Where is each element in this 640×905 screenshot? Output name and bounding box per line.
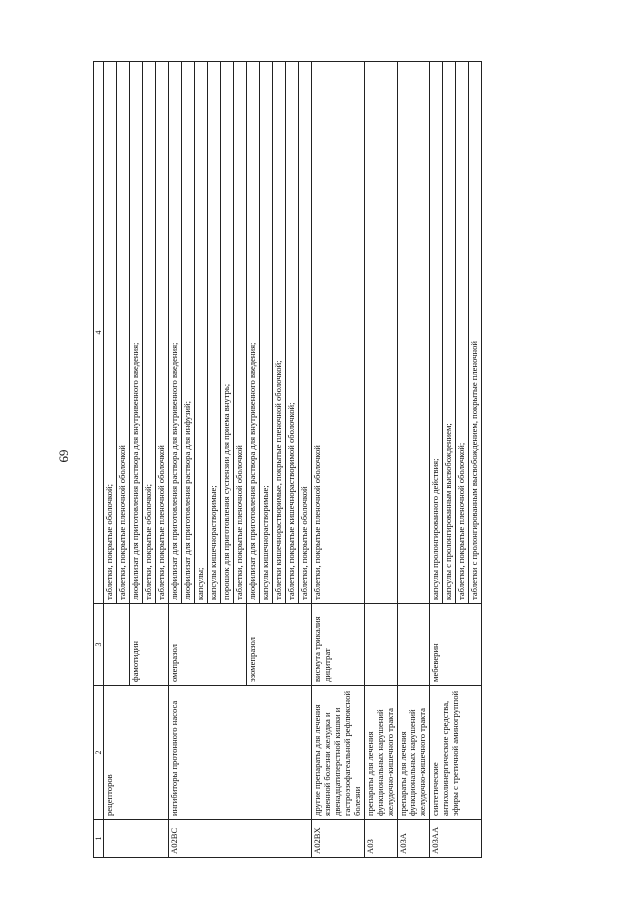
header-cell: 4 xyxy=(94,62,104,604)
dosage-form: таблетки, покрытые оболочкой xyxy=(298,486,309,600)
group-name-cell: рецепторов xyxy=(104,686,169,820)
dosage-form: таблетки, покрытые кишечнорастворимой оболочкой; xyxy=(286,62,299,603)
dosage-form xyxy=(365,62,377,603)
dosage-forms-cell xyxy=(246,62,311,604)
dosage-form xyxy=(398,62,410,603)
group-name-cell: препараты для лечения функциональных нарушений желудочно-кишечного тракта xyxy=(364,686,397,820)
header-cell: 2 xyxy=(94,686,104,820)
dosage-form: капсулы; xyxy=(195,62,208,603)
dosage-form: таблетки, покрытые оболочкой; xyxy=(143,62,156,603)
dosage-form: капсулы с пролонгированным высвобождением; xyxy=(443,62,456,603)
dosage-form: капсулы кишечнорастворимые; xyxy=(208,62,221,603)
drug-name-cell: эзомепразол xyxy=(246,604,311,686)
atc-code-cell: A02BC xyxy=(169,820,312,858)
drug-name-cell: омепразол xyxy=(169,604,247,686)
dosage-form: таблетки, покрытые пленочной оболочкой xyxy=(233,445,244,600)
rotated-table-container xyxy=(93,62,534,858)
dosage-form: лиофилизат для приготовления раствора для внутривенного введения; xyxy=(169,62,182,603)
atc-code-cell: A03A xyxy=(397,820,430,858)
dosage-forms-cell xyxy=(104,62,130,604)
table-row xyxy=(430,62,482,858)
table-row xyxy=(397,62,430,858)
group-name-cell: препараты для лечения функциональных нарушений желудочно-кишечного тракта xyxy=(397,686,430,820)
dosage-forms-cell xyxy=(311,62,364,604)
dosage-form: таблетки, покрытые пленочной оболочкой xyxy=(311,445,322,600)
dosage-form: таблетки, покрытые оболочкой; xyxy=(104,62,117,603)
dosage-forms-cell xyxy=(130,62,169,604)
header-cell: 1 xyxy=(94,820,104,858)
group-name-cell: синтетические антихолинергические средства, эфиры с третичной аминогруппой xyxy=(430,686,482,820)
dosage-form: таблетки, покрытые пленочной оболочкой xyxy=(156,445,167,600)
dosage-form: таблетки, покрытые пленочной оболочкой; xyxy=(456,62,469,603)
drug-name-cell xyxy=(364,604,397,686)
header-row xyxy=(94,62,104,858)
header-cell: 3 xyxy=(94,604,104,686)
dosage-form: капсулы кишечнорастворимые; xyxy=(260,62,273,603)
dosage-forms-cell xyxy=(364,62,397,604)
drug-name-cell: висмута трикалия дицитрат xyxy=(311,604,364,686)
group-name-cell: другие препараты для лечения язвенной болезни желудка и двенадцатиперстной кишки и гастроэзофагеальной рефлюксной болезни xyxy=(311,686,364,820)
dosage-form: лиофилизат для приготовления раствора для инфузий; xyxy=(182,62,195,603)
page-number: 69 xyxy=(56,449,72,463)
dosage-form: таблетки с пролонгированным высвобождением, покрытые пленочной xyxy=(469,341,480,600)
dosage-forms-cell xyxy=(397,62,430,604)
dosage-forms-cell xyxy=(169,62,247,604)
drug-name-cell: мебеверин xyxy=(430,604,482,686)
atc-code-cell: A03AA xyxy=(430,820,482,858)
drug-name-cell xyxy=(397,604,430,686)
dosage-form: лиофилизат для приготовления раствора для внутривенного введения; xyxy=(247,62,260,603)
table-row xyxy=(169,62,247,858)
drug-name-cell xyxy=(104,604,130,686)
atc-code-cell: A02BX xyxy=(311,820,364,858)
dosage-form: таблетки кишечнорастворимые, покрытые пленочной оболочкой; xyxy=(273,62,286,603)
dosage-form: лиофилизат для приготовления раствора для внутривенного введения; xyxy=(130,62,143,603)
table-row xyxy=(104,62,130,858)
dosage-form: капсулы пролонгированного действия; xyxy=(430,62,443,603)
atc-code-cell xyxy=(104,820,169,858)
group-name-cell: ингибиторы протонного насоса xyxy=(169,686,312,820)
drug-name-cell: фамотидин xyxy=(130,604,169,686)
table-row xyxy=(364,62,397,858)
drug-table xyxy=(93,61,482,858)
table-row xyxy=(311,62,364,858)
atc-code-cell: A03 xyxy=(364,820,397,858)
dosage-form: таблетки, покрытые пленочной оболочкой xyxy=(117,445,128,600)
dosage-forms-cell xyxy=(430,62,482,604)
dosage-form: порошок для приготовления суспензии для приема внутрь; xyxy=(221,62,234,603)
